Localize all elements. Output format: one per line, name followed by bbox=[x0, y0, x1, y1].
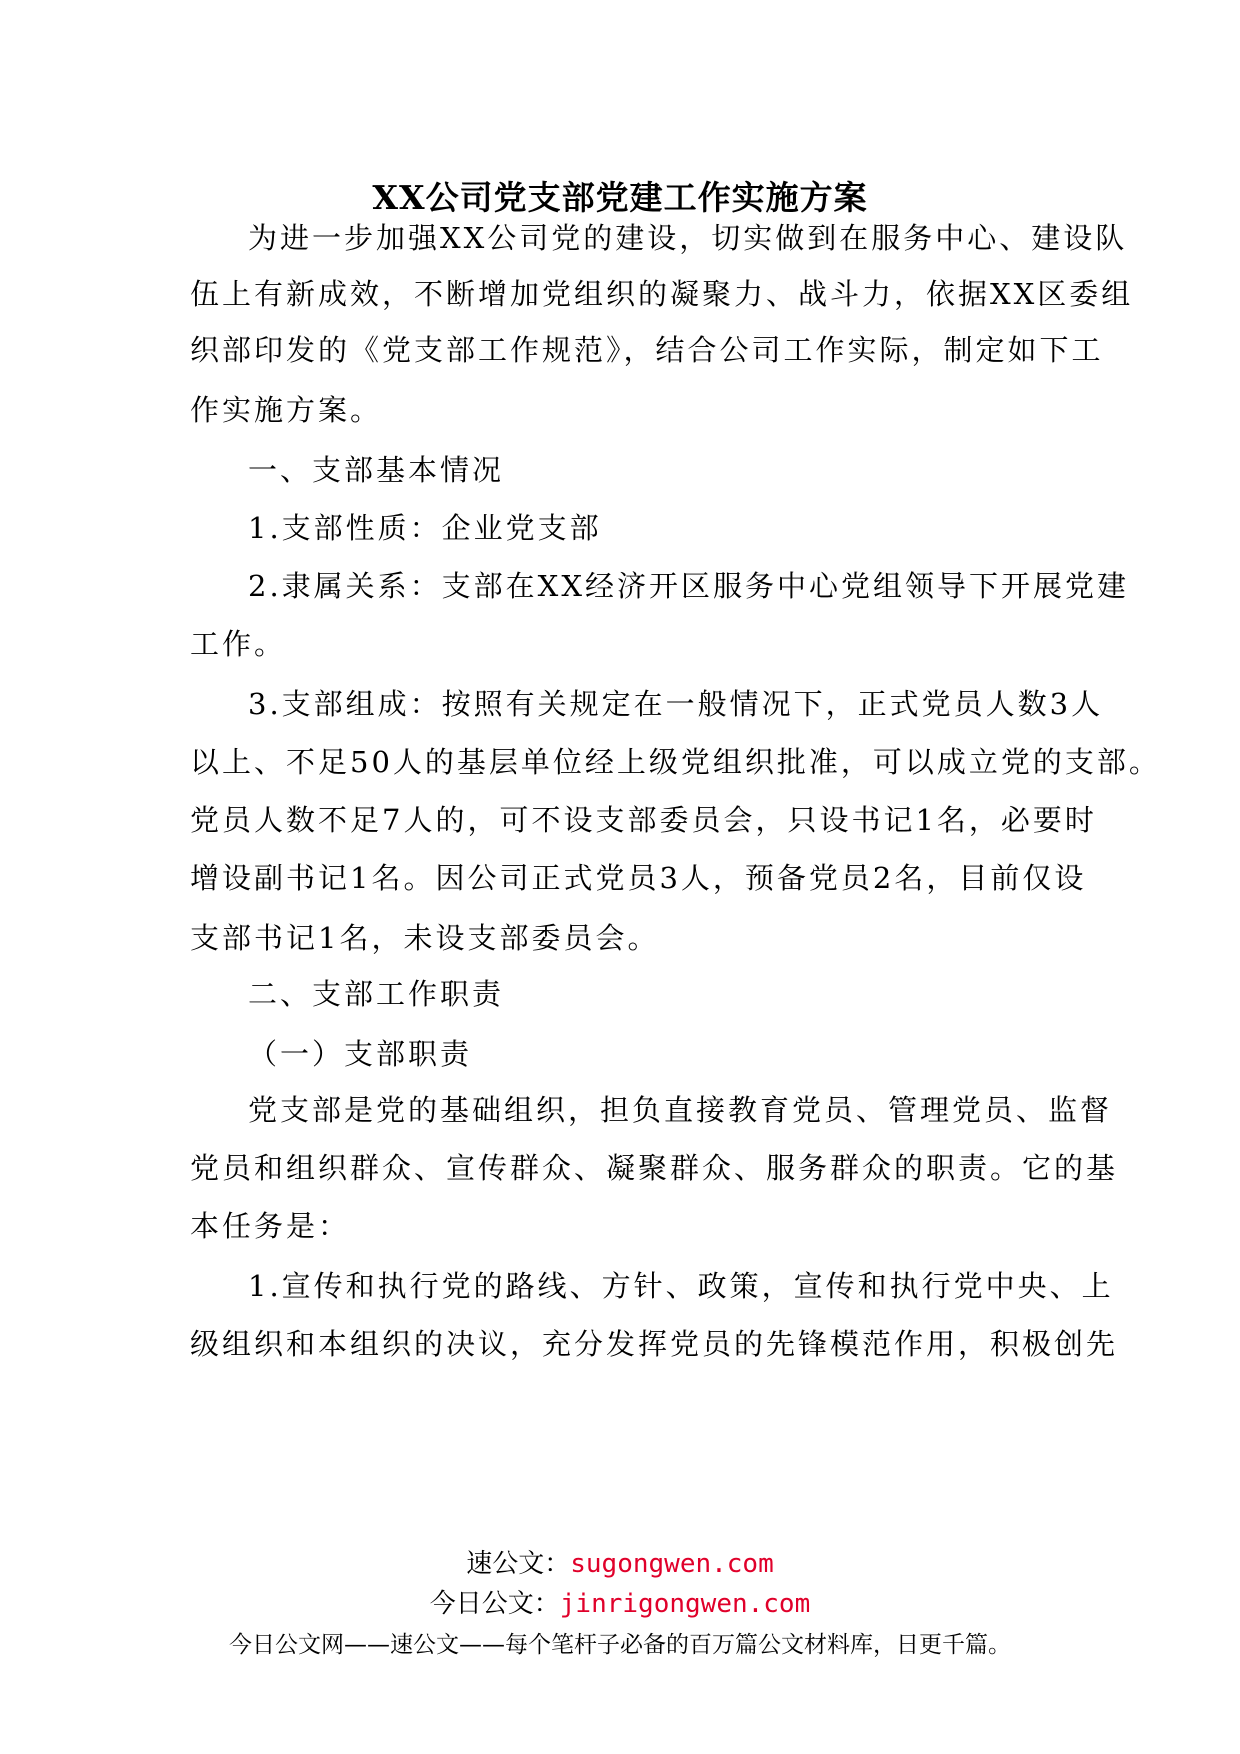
footer-label: 速公文： bbox=[466, 1549, 571, 1579]
paragraph-line: 党员和组织群众、宣传群众、凝聚群众、服务群众的职责。它的基 bbox=[190, 1151, 1119, 1185]
paragraph-line: 支部书记1名，未设支部委员会。 bbox=[190, 921, 660, 955]
section-heading: 一、支部基本情况 bbox=[248, 453, 505, 487]
footer-link-jinrigongwen[interactable]: jinrigongwen.com bbox=[559, 1589, 811, 1619]
subsection-heading: （一）支部职责 bbox=[248, 1037, 473, 1071]
paragraph-line: 织部印发的《党支部工作规范》，结合公司工作实际，制定如下工 bbox=[190, 333, 1104, 367]
paragraph-line: 1.支部性质：企业党支部 bbox=[248, 511, 602, 545]
footer-line-jinrigongwen bbox=[0, 1584, 1240, 1624]
paragraph-line: 本任务是： bbox=[190, 1209, 351, 1243]
paragraph-line: 以上、不足50人的基层单位经上级党组织批准，可以成立党的支部。 bbox=[190, 745, 1161, 779]
paragraph-line: 1.宣传和执行党的路线、方针、政策，宣传和执行党中央、上 bbox=[248, 1269, 1114, 1303]
paragraph-line: 作实施方案。 bbox=[190, 393, 383, 427]
footer-link-sugongwen[interactable]: sugongwen.com bbox=[570, 1549, 774, 1579]
paragraph-line: 为进一步加强XX公司党的建设，切实做到在服务中心、建设队 bbox=[248, 221, 1128, 255]
paragraph-line: 3.支部组成：按照有关规定在一般情况下，正式党员人数3人 bbox=[248, 687, 1104, 721]
document-title: XX公司党支部党建工作实施方案 bbox=[372, 178, 868, 217]
paragraph-line: 工作。 bbox=[190, 627, 287, 661]
paragraph-line: 级组织和本组织的决议，充分发挥党员的先锋模范作用，积极创先 bbox=[190, 1327, 1119, 1361]
section-heading: 二、支部工作职责 bbox=[248, 977, 505, 1011]
footer-line-sugongwen bbox=[0, 1544, 1240, 1584]
paragraph-line: 增设副书记1名。因公司正式党员3人，预备党员2名，目前仅设 bbox=[190, 861, 1087, 895]
paragraph-line: 党员人数不足7人的，可不设支部委员会，只设书记1名，必要时 bbox=[190, 803, 1097, 837]
footer-label: 今日公文： bbox=[429, 1589, 560, 1619]
footer-slogan: 今日公文网——速公文——每个笔杆子必备的百万篇公文材料库，日更千篇。 bbox=[229, 1632, 1011, 1658]
paragraph-line: 2.隶属关系：支部在XX经济开区服务中心党组领导下开展党建 bbox=[248, 569, 1129, 603]
paragraph-line: 伍上有新成效，不断增加党组织的凝聚力、战斗力，依据XX区委组 bbox=[190, 277, 1134, 311]
paragraph-line: 党支部是党的基础组织，担负直接教育党员、管理党员、监督 bbox=[248, 1093, 1113, 1127]
